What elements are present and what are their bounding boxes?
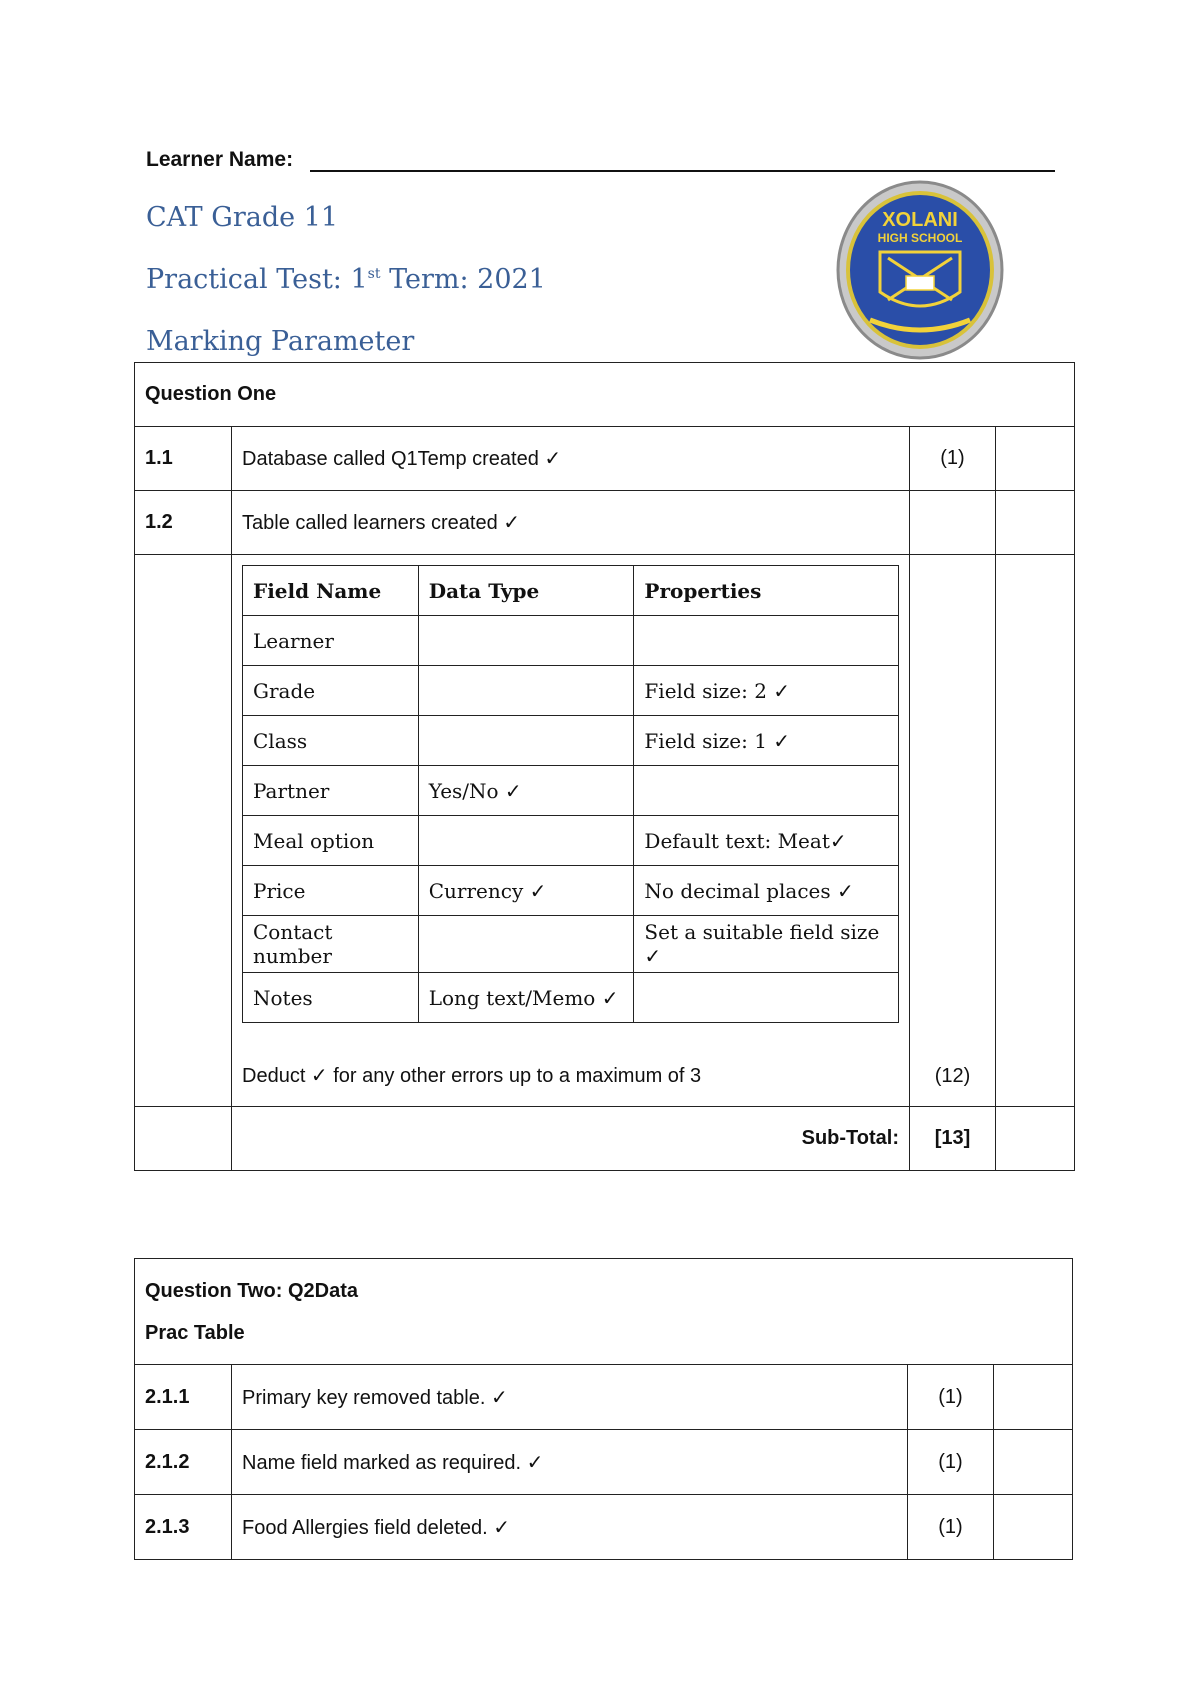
data-type	[418, 916, 634, 973]
fields-table	[242, 565, 899, 1023]
score-cell	[996, 1107, 1075, 1171]
score-cell	[996, 491, 1075, 555]
question-one-table	[134, 362, 1075, 1171]
question-two-heading	[135, 1259, 1073, 1365]
question-two-subtitle: Prac Table	[145, 1321, 245, 1344]
subtotal-value: [13]	[910, 1107, 996, 1171]
subject-title: CAT Grade 11	[146, 202, 339, 233]
header-data-type: Data Type	[418, 566, 634, 616]
data-type	[418, 616, 634, 666]
table-row	[135, 427, 1075, 491]
test-title-suffix: Term: 2021	[380, 264, 546, 295]
question-number: 2.1.2	[135, 1430, 232, 1495]
score-cell	[996, 555, 1075, 1107]
fields-row	[135, 555, 1075, 1107]
fields-table-cell	[232, 555, 910, 1107]
properties	[634, 616, 899, 666]
data-type: Yes/No ✓	[418, 766, 634, 816]
empty-cell	[135, 1107, 232, 1171]
score-cell	[994, 1495, 1073, 1560]
field-name: Learner	[243, 616, 419, 666]
question-mark: (1)	[908, 1495, 994, 1560]
deduct-note: Deduct ✓ for any other errors up to a maximum of 3	[242, 1065, 702, 1087]
test-title-prefix: Practical Test: 1	[146, 264, 368, 295]
question-number: 2.1.3	[135, 1495, 232, 1560]
marking-title: Marking Parameter	[146, 326, 415, 357]
question-number: 2.1.1	[135, 1365, 232, 1430]
question-mark	[910, 491, 996, 555]
school-logo-icon	[836, 180, 1004, 360]
field-name: Grade	[243, 666, 419, 716]
question-two-title: Question Two: Q2Data	[145, 1279, 358, 1302]
deduct-mark: (12)	[910, 555, 996, 1107]
question-one-heading: Question One	[135, 363, 1075, 427]
question-mark: (1)	[908, 1365, 994, 1430]
empty-cell	[135, 555, 232, 1107]
score-cell	[994, 1365, 1073, 1430]
question-two-table	[134, 1258, 1073, 1560]
properties: No decimal places ✓	[634, 866, 899, 916]
table-row	[243, 666, 899, 716]
question-text: Database called Q1Temp created ✓	[232, 427, 910, 491]
subtotal-row	[135, 1107, 1075, 1171]
properties: Default text: Meat✓	[634, 816, 899, 866]
table-row	[243, 973, 899, 1023]
table-row	[243, 816, 899, 866]
properties: Field size: 2 ✓	[634, 666, 899, 716]
table-row	[243, 716, 899, 766]
table-row	[243, 766, 899, 816]
data-type	[418, 666, 634, 716]
question-text: Table called learners created ✓	[232, 491, 910, 555]
question-mark: (1)	[908, 1430, 994, 1495]
table-row	[135, 491, 1075, 555]
question-number: 1.2	[135, 491, 232, 555]
properties	[634, 766, 899, 816]
learner-name-line	[310, 170, 1055, 172]
question-text: Food Allergies field deleted. ✓	[232, 1495, 908, 1560]
header-properties: Properties	[634, 566, 899, 616]
field-name: Partner	[243, 766, 419, 816]
data-type	[418, 716, 634, 766]
field-name: Notes	[243, 973, 419, 1023]
score-cell	[996, 427, 1075, 491]
question-text: Name field marked as required. ✓	[232, 1430, 908, 1495]
logo-text-top: XOLANI	[882, 209, 958, 231]
data-type: Currency ✓	[418, 866, 634, 916]
field-name: Price	[243, 866, 419, 916]
question-mark: (1)	[910, 427, 996, 491]
table-row	[243, 916, 899, 973]
test-title-sup: st	[367, 266, 381, 282]
properties: Field size: 1 ✓	[634, 716, 899, 766]
properties: Set a suitable field size ✓	[634, 916, 899, 973]
table-row	[135, 1495, 1073, 1560]
field-name: Class	[243, 716, 419, 766]
data-type: Long text/Memo ✓	[418, 973, 634, 1023]
question-number: 1.1	[135, 427, 232, 491]
field-name: Meal option	[243, 816, 419, 866]
table-row	[243, 616, 899, 666]
logo-text-sub: HIGH SCHOOL	[877, 231, 963, 245]
score-cell	[994, 1430, 1073, 1495]
table-row	[135, 1430, 1073, 1495]
test-title	[146, 264, 546, 295]
field-name: Contact number	[243, 916, 419, 973]
table-row	[135, 1365, 1073, 1430]
question-text: Primary key removed table. ✓	[232, 1365, 908, 1430]
properties	[634, 973, 899, 1023]
subtotal-label: Sub-Total:	[232, 1107, 910, 1171]
header-field-name: Field Name	[243, 566, 419, 616]
learner-name-label: Learner Name:	[146, 148, 294, 171]
data-type	[418, 816, 634, 866]
table-row	[243, 866, 899, 916]
